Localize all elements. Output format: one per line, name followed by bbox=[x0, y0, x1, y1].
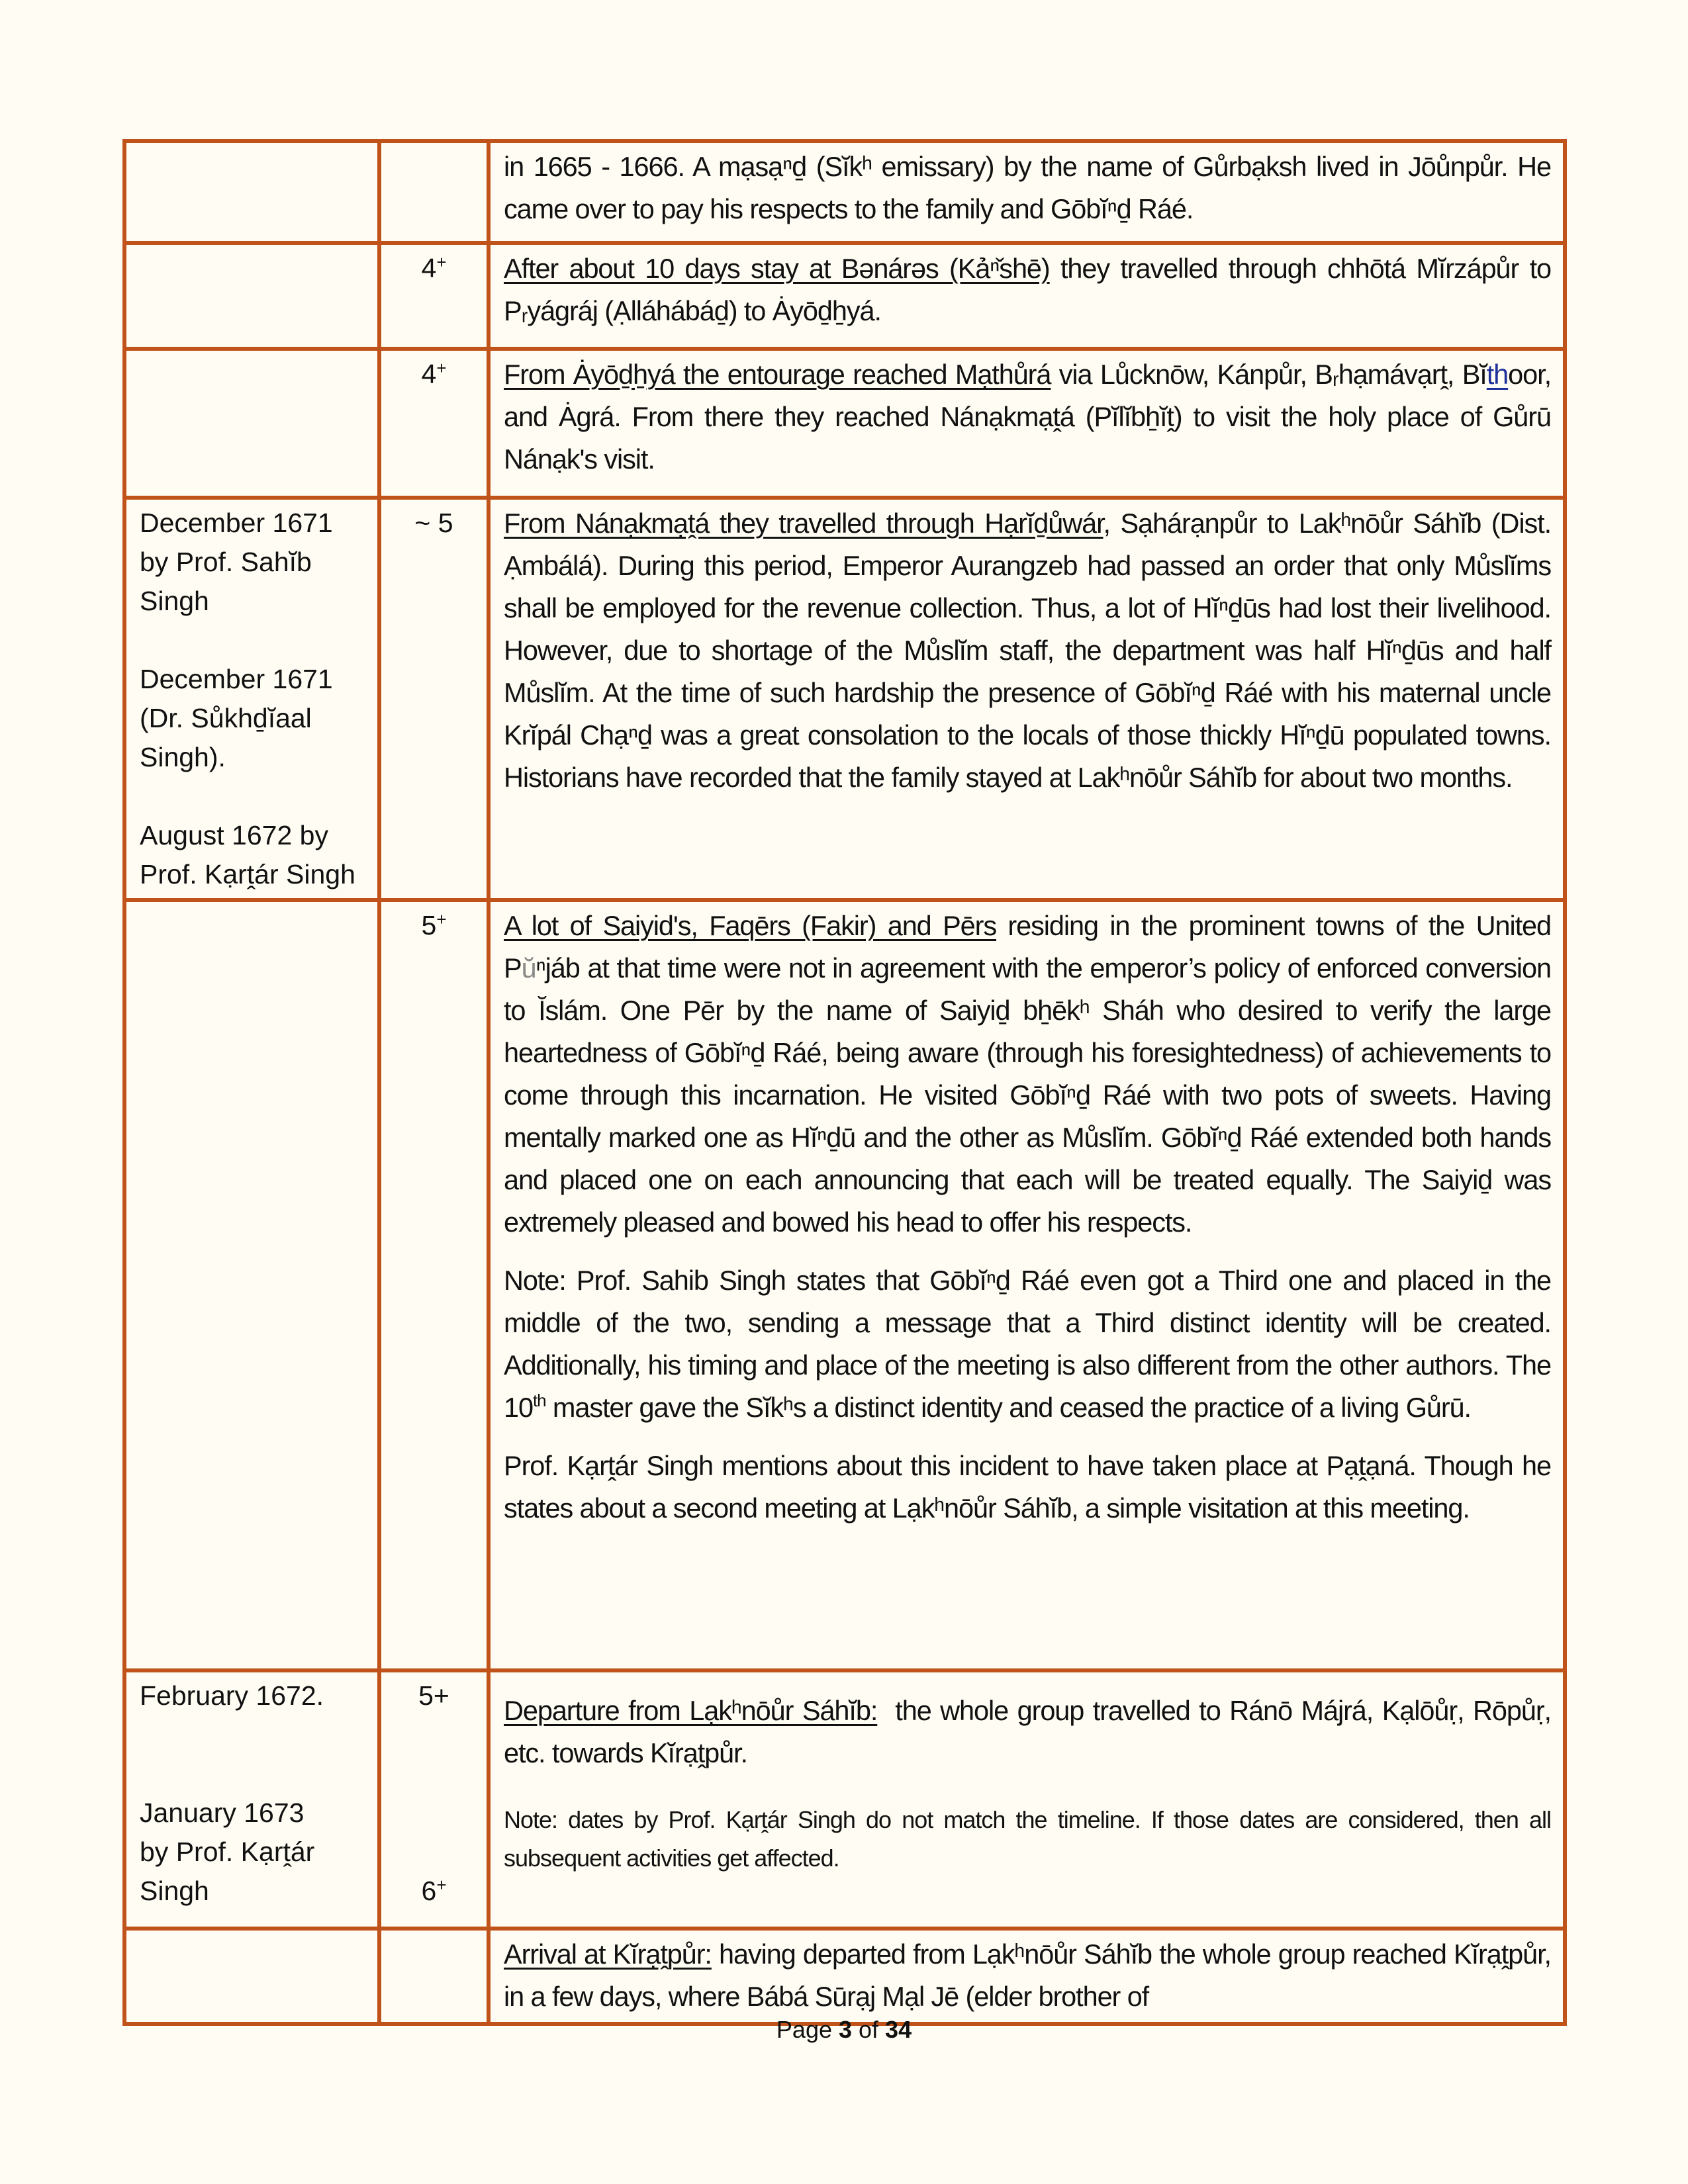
event-body: residing in the prominent towns of the United P bbox=[504, 910, 1551, 983]
event-heading: After about 10 days stay at Bənárəs (Kảⁿ̌shē) bbox=[504, 253, 1050, 284]
age-value: 4 bbox=[421, 359, 437, 389]
note-text: Note: dates by Prof. Kạrṱár Singh do not match the timeline. If those dates are considered, then all subsequent activities get affected. bbox=[504, 1806, 1551, 1872]
date-line: Prof. Kạrṱár Singh bbox=[140, 859, 355, 889]
total-pages: 34 bbox=[885, 2016, 912, 2043]
description-cell bbox=[489, 243, 1565, 349]
date-cell bbox=[124, 141, 379, 243]
note-text bbox=[504, 1259, 1551, 1429]
age-value-alt bbox=[381, 1872, 487, 1911]
age-value: ~ 5 bbox=[414, 508, 453, 538]
description-text bbox=[504, 905, 1551, 1244]
date-line: December 1671 bbox=[140, 664, 333, 694]
timeline-table bbox=[122, 139, 1567, 2026]
description-cell bbox=[489, 900, 1565, 1670]
spacer bbox=[140, 621, 368, 660]
event-heading: From Nánạkmạṱá they travelled through Hạrĭḏůwár bbox=[504, 508, 1103, 539]
description-cell bbox=[489, 498, 1565, 900]
date-cell bbox=[124, 243, 379, 349]
date-line: February 1672. bbox=[140, 1680, 324, 1711]
date-line: by Prof. Kạrṱár bbox=[140, 1837, 315, 1867]
page-label: Page bbox=[776, 2016, 839, 2043]
table-row bbox=[124, 141, 1565, 243]
age-superscript: + bbox=[436, 358, 447, 378]
ordinal-superscript: th bbox=[532, 1390, 546, 1410]
event-heading: A lot of Saiyid's, Faqērs (Fakir) and Pērs bbox=[504, 910, 996, 941]
date-line: (Dr. Sůkhḏĭaal bbox=[140, 703, 312, 733]
age-superscript: + bbox=[436, 252, 447, 272]
age-cell bbox=[379, 1929, 489, 2024]
table-row bbox=[124, 243, 1565, 349]
age-cell bbox=[379, 141, 489, 243]
table-row bbox=[124, 349, 1565, 498]
date-line: January 1673 bbox=[140, 1797, 305, 1828]
current-page: 3 bbox=[838, 2016, 853, 2043]
note-part: Note: Prof. Sahib Singh states that Gōbĭⁿḏ Ráé even got a Third one and placed in the middle of the two, sending a message that a Third distinct identity will be created. Additionally, his timing and place of the meeting is also different from the other authors. The 10 bbox=[504, 1265, 1551, 1423]
table-row bbox=[124, 1929, 1565, 2024]
description-cell bbox=[489, 141, 1565, 243]
event-body: the whole group travelled to Ránō Májrá, Kạlōůṛ, Rōpůṛ, etc. towards Kĭrạṱpůr. bbox=[504, 1695, 1558, 1768]
date-cell bbox=[124, 1929, 379, 2024]
description-cell bbox=[489, 1929, 1565, 2024]
table-row bbox=[124, 1670, 1565, 1929]
description-text bbox=[504, 353, 1551, 480]
description-text bbox=[504, 502, 1551, 799]
event-heading: Departure from Lạkʰnōůr Sáhĭb: bbox=[504, 1695, 878, 1726]
date-line: August 1672 by bbox=[140, 820, 328, 850]
date-cell bbox=[124, 498, 379, 900]
age-cell bbox=[379, 243, 489, 349]
date-cell bbox=[124, 900, 379, 1670]
kartar-singh-note: Prof. Kạrṱár Singh mentions about this incident to have taken place at Pạṱạná. Though he states about a second meeting at Lạkʰnōůr Sáhĭb, a simple visitation at this meeting. bbox=[504, 1450, 1551, 1524]
age-superscript: + bbox=[436, 909, 447, 929]
date-cell bbox=[124, 349, 379, 498]
page-of: of bbox=[852, 2016, 886, 2043]
date-line: Singh bbox=[140, 586, 209, 616]
date-line: by Prof. Sahĭb bbox=[140, 547, 312, 577]
event-body: , Sạhárạnpůr to Lakʰnōůr Sáhĭb (Dist. Ạmbálá). During this period, Emperor Aurangzeb had passed an order that only Můslĭms shall be employed for the revenue collection. Thus, a lot of Hĭⁿḏūs had lost their livelihood. However, due to shortage of the Můslĭm staff, the department was half Hĭⁿḏūs and half Můslĭm. At the time of such hardship the presence of Gōbĭⁿḏ Ráé with his maternal uncle Krĭpál Chạⁿḏ was a great consolation to the locals of those thickly Hĭⁿḏū populated towns. Historians have recorded that the family stayed at Lakʰnōůr Sáhĭb for about two months. bbox=[504, 508, 1551, 793]
event-body-cont: oor, and Ȧgrá. From there they reached Nánạkmạṱá (Pĭlĭbẖĭṱ) to visit the holy place of Gůrū Nánạk's visit. bbox=[504, 359, 1551, 475]
age-number: 6 bbox=[421, 1876, 437, 1906]
note-part: master gave the Sĭkʰs a distinct identity and ceased the practice of a living Gůrū. bbox=[545, 1392, 1471, 1423]
description-text bbox=[504, 248, 1551, 332]
age-value: 5+ bbox=[418, 1680, 449, 1711]
date-line: Singh). bbox=[140, 742, 226, 772]
hyperlink-th[interactable]: th bbox=[1486, 359, 1509, 390]
age-superscript: + bbox=[436, 1875, 447, 1895]
gray-letter: ŭ bbox=[521, 952, 536, 983]
spacer bbox=[381, 1715, 487, 1754]
date-line: Singh bbox=[140, 1876, 209, 1906]
event-heading: From Ȧyōḏẖyá the entourage reached Mạthůrá bbox=[504, 359, 1051, 390]
event-body: having departed from Lạkʰnōůr Sáhĭb the whole group reached Kĭrạṱpůr, in a few days, where Bábá Sūrạj Mạl Jē (elder brother of bbox=[504, 1938, 1551, 2012]
age-value: 4 bbox=[421, 253, 437, 283]
spacer bbox=[140, 777, 368, 816]
page-footer bbox=[0, 2015, 1688, 2044]
age-cell bbox=[379, 498, 489, 900]
event-body: via Lůcknōw, Kánpůr, Bᵣhạmávạrṱ, Bĭ bbox=[1051, 359, 1487, 390]
date-cell bbox=[124, 1670, 379, 1929]
spacer bbox=[381, 1833, 487, 1872]
age-value: 5 bbox=[421, 910, 437, 940]
spacer bbox=[381, 1794, 487, 1833]
event-body: they travelled through chhōtá Mĭrzápůr to Pᵣyágráj (Ạlláhábáḏ) to Ȧyōḏẖyá. bbox=[504, 253, 1551, 326]
description-text bbox=[504, 1933, 1551, 2018]
description-cell bbox=[489, 1670, 1565, 1929]
event-body-cont: ⁿjáb at that time were not in agreement with the emperor’s policy of enforced conversion to Ĭslám. One Pēr by the name of Saiyiḏ bẖēkʰ Sháh who desired to verify the large heartedness of Gōbĭⁿḏ Ráé, being aware (through his foresightedness) of achievements to come through this incarnation. He visited Gōbĭⁿḏ Ráé with two pots of sweets. Having mentally marked one as Hĭⁿḏū and the other as Můslĭm. Gōbĭⁿḏ Ráé extended both hands and placed one on each announcing that each will be treated equally. The Saiyiḏ was extremely pleased and bowed his head to offer his respects. bbox=[504, 952, 1551, 1238]
age-cell bbox=[379, 1670, 489, 1929]
date-line: December 1671 bbox=[140, 508, 333, 538]
table-row bbox=[124, 498, 1565, 900]
description-cell bbox=[489, 349, 1565, 498]
event-heading: Arrival at Kĭrạṱpůr: bbox=[504, 1938, 712, 1970]
age-cell bbox=[379, 900, 489, 1670]
spacer bbox=[381, 1754, 487, 1794]
age-cell bbox=[379, 349, 489, 498]
table-row bbox=[124, 900, 1565, 1670]
spacer bbox=[140, 1754, 368, 1794]
spacer bbox=[140, 1715, 368, 1754]
description-text: in 1665 - 1666. A mạsạⁿḏ (Sĭkʰ emissary) by the name of Gůrbạksh lived in Jōůnpůr. He came over to pay his respects to the family and Gōbĭⁿḏ Ráé. bbox=[504, 151, 1551, 224]
description-text bbox=[504, 1690, 1558, 1774]
